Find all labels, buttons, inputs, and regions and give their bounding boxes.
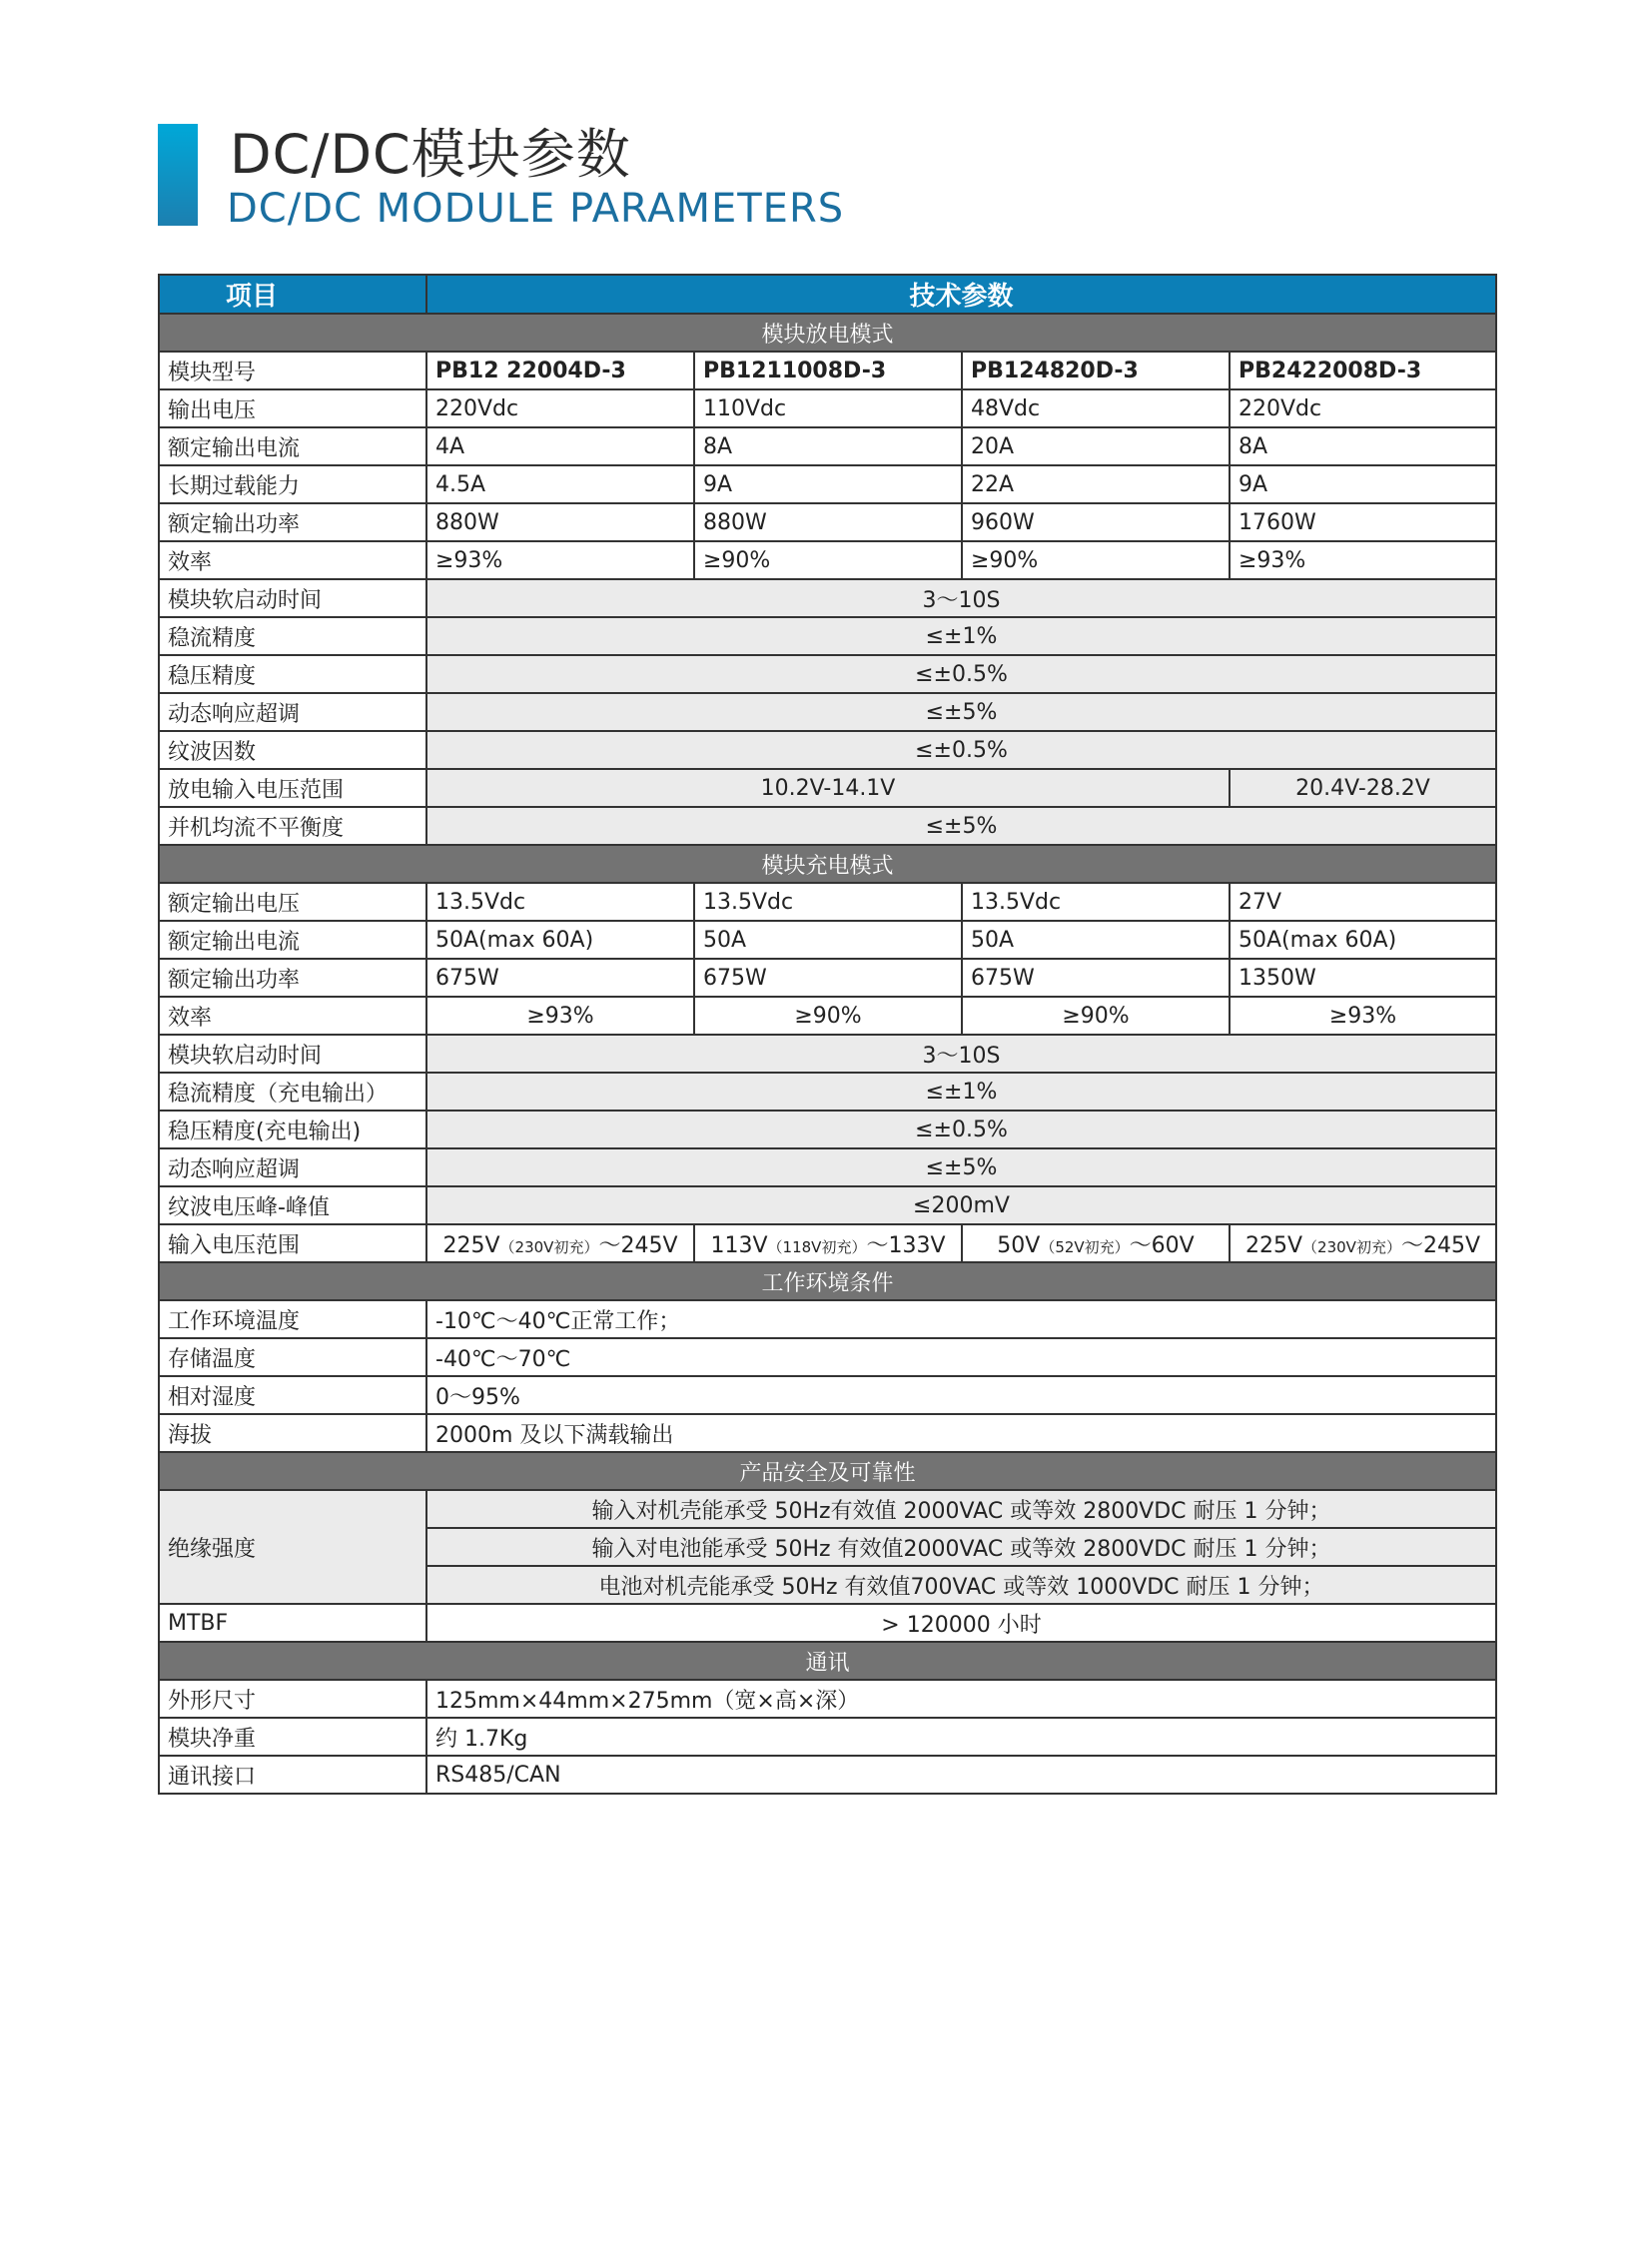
table-row: [159, 693, 1496, 731]
value-cell: ≥90%: [694, 997, 962, 1035]
span-value-cell: ≤±5%: [426, 693, 1496, 731]
value-cell: ≥93%: [426, 541, 694, 579]
col-params-header: 技术参数: [426, 275, 1496, 314]
section-title: 通讯: [159, 1642, 1496, 1680]
value-cell: 675W: [426, 959, 694, 997]
range-low: 50V: [997, 1232, 1041, 1258]
table-row: [159, 769, 1496, 807]
value-cell: ≥90%: [962, 541, 1230, 579]
table-row: [159, 579, 1496, 617]
value-cell: 27V: [1230, 883, 1496, 921]
value-cell: 9A: [1230, 465, 1496, 503]
table-row: [159, 1300, 1496, 1338]
table-row: [159, 1035, 1496, 1073]
model-cell: PB1211008D-3: [694, 352, 962, 389]
row-label: 稳压精度: [159, 655, 426, 693]
value-cell: 13.5Vdc: [694, 883, 962, 921]
value-cell: 960W: [962, 503, 1230, 541]
row-label: 工作环境温度: [159, 1300, 426, 1338]
input-range-cell: [694, 1224, 962, 1262]
value-cell: 48Vdc: [962, 389, 1230, 427]
span-value-cell: 约 1.7Kg: [426, 1718, 1496, 1756]
table-row: [159, 1224, 1496, 1262]
row-label: 模块软启动时间: [159, 1035, 426, 1073]
span-value-cell: ≤±5%: [426, 807, 1496, 845]
span-value-cell: ≤200mV: [426, 1186, 1496, 1224]
span-value-cell: 输入对机壳能承受 50Hz有效值 2000VAC 或等效 2800VDC 耐压 1 分钟；: [426, 1490, 1496, 1528]
range-note: （230V初充）: [1302, 1237, 1401, 1256]
value-cell: 50A(max 60A): [1230, 921, 1496, 959]
section-row: [159, 1642, 1496, 1680]
input-range-cell: [1230, 1224, 1496, 1262]
span-value-cell: ≤±1%: [426, 617, 1496, 655]
range-high: ～245V: [1400, 1232, 1480, 1258]
row-label: 存储温度: [159, 1338, 426, 1376]
value-cell: 22A: [962, 465, 1230, 503]
value-cell: 50A: [962, 921, 1230, 959]
range-low: 113V: [710, 1232, 768, 1258]
value-cell: 20A: [962, 427, 1230, 465]
table-row: [159, 1338, 1496, 1376]
row-label: 输入电压范围: [159, 1224, 426, 1262]
row-label: 动态响应超调: [159, 693, 426, 731]
range-high: ～245V: [598, 1232, 678, 1258]
table-row: [159, 997, 1496, 1035]
value-cell: 675W: [694, 959, 962, 997]
span-value-cell: 10.2V-14.1V: [426, 769, 1230, 807]
range-note: （52V初充）: [1040, 1237, 1130, 1256]
table-row: [159, 1718, 1496, 1756]
value-cell: ≥93%: [426, 997, 694, 1035]
row-label: 稳压精度(充电输出): [159, 1111, 426, 1148]
span-value-cell: RS485/CAN: [426, 1756, 1496, 1794]
title-accent-bar: [158, 124, 198, 226]
table-row: [159, 921, 1496, 959]
table-row: [159, 959, 1496, 997]
span-value-cell: -10℃～40℃正常工作；: [426, 1300, 1496, 1338]
span-value-cell: ≤±1%: [426, 1073, 1496, 1111]
value-cell: 20.4V-28.2V: [1230, 769, 1496, 807]
col-item-header: 项目: [159, 275, 426, 314]
value-cell: 13.5Vdc: [962, 883, 1230, 921]
value-cell: 13.5Vdc: [426, 883, 694, 921]
span-value-cell: ≤±0.5%: [426, 731, 1496, 769]
row-label: 放电输入电压范围: [159, 769, 426, 807]
row-label: MTBF: [159, 1604, 426, 1642]
span-value-cell: 0～95%: [426, 1376, 1496, 1414]
section-title: 产品安全及可靠性: [159, 1452, 1496, 1490]
row-label: 模块软启动时间: [159, 579, 426, 617]
row-label: 海拔: [159, 1414, 426, 1452]
row-label: 动态响应超调: [159, 1148, 426, 1186]
model-cell: PB12 22004D-3: [426, 352, 694, 389]
span-value-cell: 2000m 及以下满载输出: [426, 1414, 1496, 1452]
table-row: [159, 617, 1496, 655]
table-header: [159, 275, 1496, 314]
value-cell: 9A: [694, 465, 962, 503]
table-row: [159, 731, 1496, 769]
span-value-cell: > 120000 小时: [426, 1604, 1496, 1642]
range-low: 225V: [442, 1232, 500, 1258]
table-row: [159, 352, 1496, 389]
table-row: [159, 807, 1496, 845]
model-cell: PB124820D-3: [962, 352, 1230, 389]
section-title: 工作环境条件: [159, 1262, 1496, 1300]
input-range-cell: [962, 1224, 1230, 1262]
value-cell: 8A: [1230, 427, 1496, 465]
table-row: [159, 883, 1496, 921]
row-label: 额定输出功率: [159, 503, 426, 541]
table-row: [159, 1680, 1496, 1718]
row-label: 额定输出电流: [159, 427, 426, 465]
page-subtitle: DC/DC MODULE PARAMETERS: [227, 186, 845, 232]
table-row: [159, 503, 1496, 541]
row-label: 效率: [159, 541, 426, 579]
row-label: 纹波电压峰-峰值: [159, 1186, 426, 1224]
value-cell: 880W: [694, 503, 962, 541]
span-value-cell: 3～10S: [426, 579, 1496, 617]
value-cell: 8A: [694, 427, 962, 465]
value-cell: 220Vdc: [1230, 389, 1496, 427]
table-row: [159, 1414, 1496, 1452]
value-cell: 1350W: [1230, 959, 1496, 997]
span-value-cell: 输入对电池能承受 50Hz 有效值2000VAC 或等效 2800VDC 耐压 1 分钟；: [426, 1528, 1496, 1566]
row-label: 纹波因数: [159, 731, 426, 769]
section-row: [159, 1262, 1496, 1300]
value-cell: ≥93%: [1230, 541, 1496, 579]
table-row: [159, 655, 1496, 693]
value-cell: 110Vdc: [694, 389, 962, 427]
range-high: ～133V: [866, 1232, 946, 1258]
span-value-cell: ≤±0.5%: [426, 1111, 1496, 1148]
row-label: 效率: [159, 997, 426, 1035]
value-cell: ≥90%: [694, 541, 962, 579]
row-label: 通讯接口: [159, 1756, 426, 1794]
value-cell: ≥90%: [962, 997, 1230, 1035]
row-label: 模块型号: [159, 352, 426, 389]
table-row: [159, 1756, 1496, 1794]
input-range-cell: [426, 1224, 694, 1262]
section-title: 模块充电模式: [159, 845, 1496, 883]
value-cell: 50A(max 60A): [426, 921, 694, 959]
page-title: DC/DC模块参数: [230, 123, 631, 186]
row-label: 并机均流不平衡度: [159, 807, 426, 845]
row-label: 额定输出电流: [159, 921, 426, 959]
section-title: 模块放电模式: [159, 314, 1496, 352]
table-row: [159, 427, 1496, 465]
value-cell: 4.5A: [426, 465, 694, 503]
value-cell: 880W: [426, 503, 694, 541]
value-cell: 4A: [426, 427, 694, 465]
range-note: （230V初充）: [499, 1237, 599, 1256]
row-label: 输出电压: [159, 389, 426, 427]
model-cell: PB2422008D-3: [1230, 352, 1496, 389]
row-label: 稳流精度（充电输出）: [159, 1073, 426, 1111]
value-cell: 675W: [962, 959, 1230, 997]
table-row: [159, 1111, 1496, 1148]
span-value-cell: -40℃～70℃: [426, 1338, 1496, 1376]
table-row: [159, 1186, 1496, 1224]
row-label: 相对湿度: [159, 1376, 426, 1414]
table-row: [159, 1604, 1496, 1642]
row-label: 模块净重: [159, 1718, 426, 1756]
section-row: [159, 314, 1496, 352]
table-row: [159, 1073, 1496, 1111]
row-label: 稳流精度: [159, 617, 426, 655]
section-row: [159, 1452, 1496, 1490]
range-note: （118V初充）: [767, 1237, 867, 1256]
row-label: 长期过载能力: [159, 465, 426, 503]
table-row: [159, 1490, 1496, 1528]
table-row: [159, 1376, 1496, 1414]
value-cell: ≥93%: [1230, 997, 1496, 1035]
span-value-cell: ≤±0.5%: [426, 655, 1496, 693]
section-row: [159, 845, 1496, 883]
span-value-cell: 3～10S: [426, 1035, 1496, 1073]
value-cell: 50A: [694, 921, 962, 959]
table-row: [159, 465, 1496, 503]
span-value-cell: 125mm×44mm×275mm（宽×高×深）: [426, 1680, 1496, 1718]
row-label: 额定输出电压: [159, 883, 426, 921]
row-label: 外形尺寸: [159, 1680, 426, 1718]
range-low: 225V: [1245, 1232, 1303, 1258]
table-row: [159, 541, 1496, 579]
value-cell: 220Vdc: [426, 389, 694, 427]
span-value-cell: 电池对机壳能承受 50Hz 有效值700VAC 或等效 1000VDC 耐压 1 分钟；: [426, 1566, 1496, 1604]
row-label: 额定输出功率: [159, 959, 426, 997]
parameter-table: [158, 274, 1497, 1795]
range-high: ～60V: [1129, 1232, 1195, 1258]
table-row: [159, 389, 1496, 427]
row-label: 绝缘强度: [159, 1490, 426, 1604]
value-cell: 1760W: [1230, 503, 1496, 541]
span-value-cell: ≤±5%: [426, 1148, 1496, 1186]
table-row: [159, 1148, 1496, 1186]
